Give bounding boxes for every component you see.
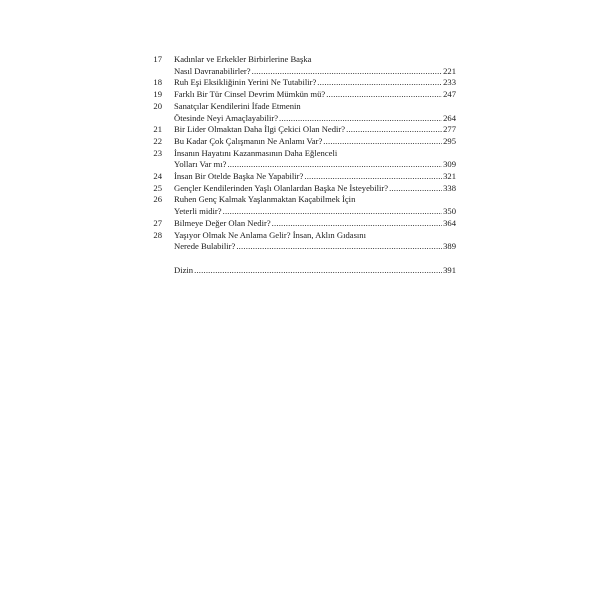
chapter-title-line: Ruhen Genç Kalmak Yaşlanmaktan Kaçabilmek İçin <box>174 194 356 205</box>
dot-leader <box>389 183 442 195</box>
chapter-title-final-line <box>174 183 456 195</box>
page-number: 277 <box>443 124 456 135</box>
chapter-title-final-line <box>174 89 456 101</box>
chapter-title-final-line <box>174 113 456 125</box>
toc-entry <box>148 183 456 195</box>
page-number: 233 <box>443 77 456 88</box>
chapter-title-text: Yeterli midir? <box>174 206 222 217</box>
dot-leader <box>223 206 443 218</box>
chapter-title-text: Bilmeye Değer Olan Nedir? <box>174 217 271 228</box>
chapter-number: 27 <box>153 217 162 228</box>
chapter-number: 25 <box>153 182 162 193</box>
dot-leader <box>317 77 442 89</box>
chapter-number: 18 <box>153 77 162 88</box>
toc-entry <box>148 230 456 253</box>
chapter-title-text: Ötesinde Neyi Amaçlayabilir? <box>174 112 279 123</box>
chapter-title-text: Gençler Kendilerinden Yaşlı Olanlardan Başka Ne İsteyebilir? <box>174 182 389 193</box>
dot-leader <box>304 171 442 183</box>
chapter-title-text: Nerede Bulabilir? <box>174 241 236 252</box>
toc-entry <box>148 148 456 171</box>
page-number: 391 <box>443 264 456 275</box>
page-number: 221 <box>443 65 456 76</box>
chapter-number: 20 <box>153 100 162 111</box>
chapter-number: 26 <box>153 194 162 205</box>
toc-entry <box>148 136 456 148</box>
dot-leader <box>346 124 442 136</box>
toc-entry <box>148 77 456 89</box>
index-line <box>174 265 456 277</box>
spacer <box>148 253 456 265</box>
toc-entry <box>148 171 456 183</box>
page-number: 295 <box>443 135 456 146</box>
chapter-title-final-line <box>174 218 456 230</box>
chapter-title-text: Ruh Eşi Eksikliğinin Yerini Ne Tutabilir? <box>174 77 317 88</box>
toc-entry <box>148 101 456 124</box>
chapter-title-final-line <box>174 206 456 218</box>
chapter-number: 21 <box>153 124 162 135</box>
chapter-title-final-line <box>174 77 456 89</box>
chapter-number: 28 <box>153 229 162 240</box>
dot-leader <box>194 265 442 277</box>
toc-entry <box>148 194 456 217</box>
chapter-title-text: Nasıl Davranabilirler? <box>174 65 251 76</box>
table-of-contents <box>148 54 456 277</box>
page-number: 350 <box>443 206 456 217</box>
dot-leader <box>236 241 442 253</box>
chapter-title-line: Sanatçılar Kendilerini İfade Etmenin <box>174 100 301 111</box>
chapter-title-text: Yolları Var mı? <box>174 159 227 170</box>
chapter-title-line: İnsanın Hayatını Kazanmasının Daha Eğlenceli <box>174 147 338 158</box>
dot-leader <box>279 113 442 125</box>
chapter-title-final-line <box>174 124 456 136</box>
toc-entry <box>148 54 456 77</box>
page-number: 309 <box>443 159 456 170</box>
toc-index-entry <box>148 265 456 277</box>
chapter-title-text: Farklı Bir Tür Cinsel Devrim Mümkün mü? <box>174 89 326 100</box>
toc-entry <box>148 89 456 101</box>
chapter-number: 19 <box>153 89 162 100</box>
page-number: 247 <box>443 89 456 100</box>
chapter-number: 23 <box>153 147 162 158</box>
dot-leader <box>326 89 442 101</box>
chapter-number: 24 <box>153 171 162 182</box>
toc-entry <box>148 218 456 230</box>
page-number: 364 <box>443 217 456 228</box>
chapter-title-text: Bu Kadar Çok Çalışmanın Ne Anlamı Var? <box>174 135 323 146</box>
toc-entry <box>148 124 456 136</box>
dot-leader <box>227 159 442 171</box>
page-number: 321 <box>443 171 456 182</box>
dot-leader <box>323 136 442 148</box>
chapter-title-final-line <box>174 241 456 253</box>
page-number: 389 <box>443 241 456 252</box>
chapter-title-final-line <box>174 159 456 171</box>
dot-leader <box>272 218 442 230</box>
chapter-title-text: Bir Lider Olmaktan Daha İlgi Çekici Olan Nedir? <box>174 124 346 135</box>
chapter-title-line: Yaşıyor Olmak Ne Anlama Gelir? İnsan, Aklın Gıdasını <box>174 229 366 240</box>
chapter-title-text: İnsan Bir Otelde Başka Ne Yapabilir? <box>174 171 304 182</box>
chapter-number: 22 <box>153 135 162 146</box>
chapter-title-final-line <box>174 171 456 183</box>
page-number: 338 <box>443 182 456 193</box>
dot-leader <box>252 66 443 78</box>
chapter-title-final-line <box>174 66 456 78</box>
index-label: Dizin <box>174 264 194 275</box>
chapter-title-final-line <box>174 136 456 148</box>
page-number: 264 <box>443 112 456 123</box>
chapter-number: 17 <box>153 54 162 64</box>
chapter-title-line: Kadınlar ve Erkekler Birbirlerine Başka <box>174 54 312 64</box>
